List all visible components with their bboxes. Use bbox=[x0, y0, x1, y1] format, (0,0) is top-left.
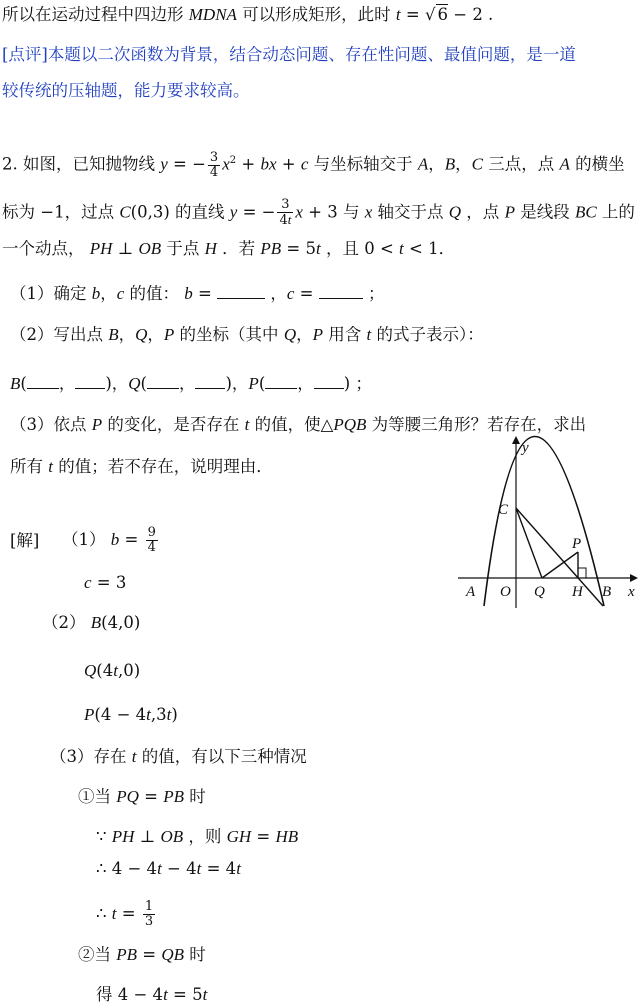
question-2: （2）写出点 B，Q，P 的坐标（其中 Q，P 用含 t 的式子表示）： bbox=[10, 325, 484, 344]
blank-qx[interactable] bbox=[147, 372, 179, 389]
solution-part1-b: （1） b = $\frac{9}{4}$ bbox=[62, 525, 156, 555]
label-b: B bbox=[602, 584, 612, 600]
comment-line-1: [点评]本题以二次函数为背景，结合动态问题、存在性问题、最值问题，是一道 bbox=[2, 45, 576, 64]
solution-part2-q: Q(4t,0) bbox=[84, 661, 141, 680]
blank-qy[interactable] bbox=[195, 372, 225, 389]
solution-label: [解] bbox=[10, 531, 40, 550]
problem-stem-line-1: 2. 如图，已知抛物线 y = − $\frac{3}{4}$ $x^2$ + bx + c 与坐标轴交于 A，B，C 三点，点 A 的横坐 bbox=[2, 149, 625, 180]
question-3-line-2: 所有 t 的值；若不存在，说明理由． bbox=[10, 457, 273, 476]
x-axis-arrow bbox=[630, 574, 638, 582]
solution-case1: ①当 PQ = PB 时 bbox=[78, 787, 206, 806]
blank-c[interactable] bbox=[319, 282, 363, 299]
comment-line-2: 较传统的压轴题，能力要求较高。 bbox=[2, 81, 250, 100]
solution-part1-c: c = 3 bbox=[84, 573, 127, 592]
right-angle-mark bbox=[578, 568, 586, 578]
label-y: y bbox=[522, 440, 529, 456]
solution-case1-step2: ∴ 4 − 4t − 4t = 4t bbox=[96, 859, 241, 878]
solution-case1-step1: ∵ PH ⊥ OB ，则 GH = HB bbox=[96, 827, 299, 846]
solution-part2-b: （2） B(4,0) bbox=[42, 613, 141, 632]
solution-case2-step1: 得 4 − 4t = 5t bbox=[96, 985, 208, 1004]
label-c: C bbox=[498, 502, 509, 518]
label-o: O bbox=[500, 584, 511, 600]
label-q: Q bbox=[534, 584, 545, 600]
line-pq bbox=[542, 552, 578, 578]
blank-px[interactable] bbox=[265, 372, 297, 389]
question-3-line-1: （3）依点 P 的变化，是否存在 t 的值，使△PQB 为等腰三角形？若存在，求出 bbox=[10, 415, 587, 434]
blank-b[interactable] bbox=[217, 282, 265, 299]
line-bc bbox=[516, 508, 603, 606]
question-1: （1）确定 b，c 的值： b = ，c = ； bbox=[10, 284, 385, 303]
parabola-figure bbox=[448, 430, 640, 610]
blank-bx[interactable] bbox=[27, 372, 59, 389]
solution-case2: ②当 PB = QB 时 bbox=[78, 945, 206, 964]
solution-part2-p: P(4 − 4t,3t) bbox=[84, 705, 178, 724]
label-a: A bbox=[466, 584, 476, 600]
parabola-curve bbox=[484, 437, 604, 607]
line-cq bbox=[516, 508, 542, 578]
problem-stem-line-2: 标为 −1，过点 C(0,3) 的直线 y = − $\frac{3}{4t}$ x + 3 与 x 轴交于点 Q ，点 P 是线段 BC 上的 bbox=[2, 197, 635, 228]
problem-stem-line-3: 一个动点， PH ⊥ OB 于点 H ．若 PB = 5t ，且 0 < t < 1． bbox=[2, 239, 456, 258]
y-axis-arrow bbox=[512, 436, 520, 444]
label-x: x bbox=[628, 584, 635, 600]
prev-conclusion: 所以在运动过程中四边形 MDNA 可以形成矩形，此时 t = √ 6 − 2 . bbox=[2, 5, 494, 24]
blank-py[interactable] bbox=[314, 372, 344, 389]
solution-case1-step3: ∴ t = $\frac{1}{3}$ bbox=[96, 899, 154, 929]
question-2-fill: B( ， )，Q( ， )，P( ， ) ； bbox=[10, 374, 372, 393]
label-p: P bbox=[572, 536, 582, 552]
label-h: H bbox=[572, 584, 583, 600]
solution-part3: （3）存在 t 的值，有以下三种情况 bbox=[50, 747, 307, 766]
blank-by[interactable] bbox=[75, 372, 105, 389]
